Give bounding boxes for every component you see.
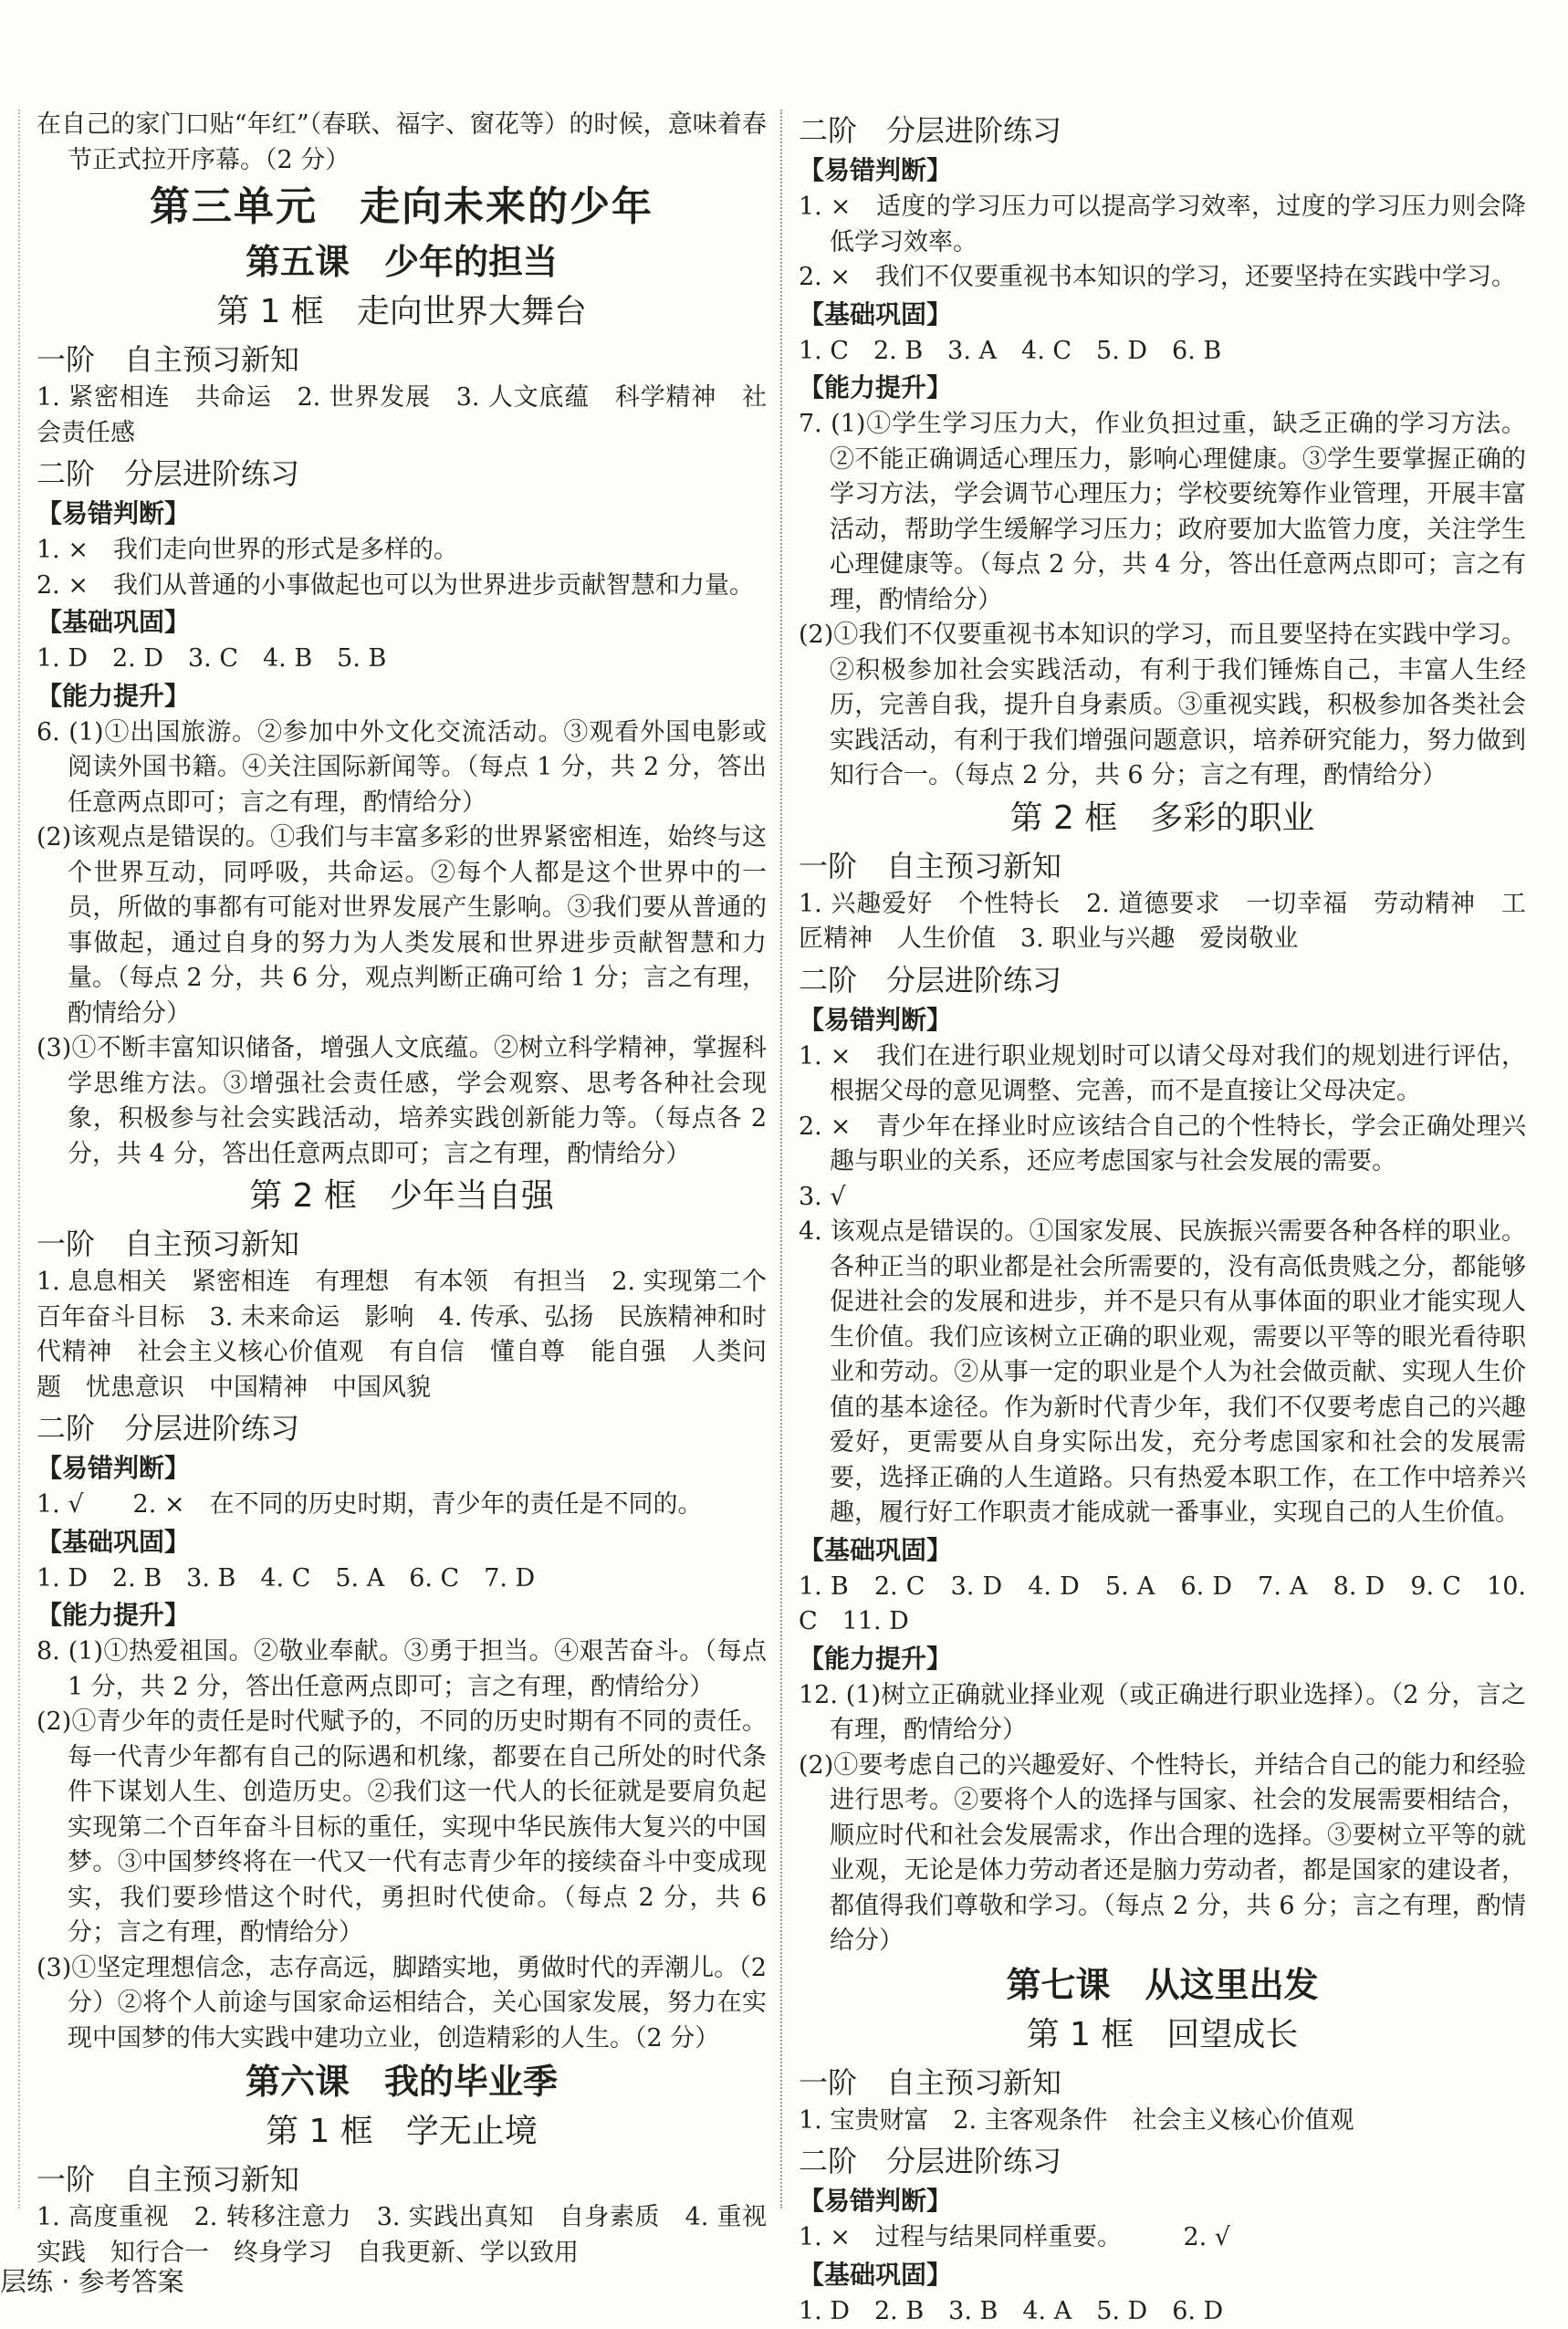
answer-text: (3)①坚定理想信念，志存高远，脚踏实地，勇做时代的弄潮儿。（2 分）②将个人前途与国家命运相结合，关心国家发展，努力在实现中国梦的伟大实践中建功立业，创造精彩的人生。（2 分） (37, 1951, 767, 2057)
footer-label: 层练 · 参考答案 (0, 2261, 184, 2299)
section-frame-title: 第 2 框 多彩的职业 (799, 794, 1526, 843)
stage-heading: 二阶 分层进阶练习 (799, 110, 1526, 151)
answer-text: (2)①青少年的责任是时代赋予的，不同的历史时期有不同的责任。每一代青少年都有自己的际遇和机缘，都要在自己所处的时代条件下谋划人生、创造历史。②我们这一代人的长征就是要肩负起实现第二个百年奋斗目标的重任，实现中华民族伟大复兴的中国梦。③中国梦终将在一代又一代有志青少年的接续奋斗中变成现实，我们要珍惜这个时代，勇担时代使命。（每点 2 分，共 6 分；言之有理，酌情给分） (37, 1705, 767, 1951)
category-heading: 【基础巩固】 (799, 2256, 1526, 2294)
category-heading: 【基础巩固】 (799, 1531, 1526, 1570)
category-heading: 【能力提升】 (799, 1640, 1526, 1678)
stage-heading: 二阶 分层进阶练习 (799, 959, 1526, 1001)
answer-text: 1. 息息相关 紧密相连 有理想 有本领 有担当 2. 实现第二个百年奋斗目标 3. 未来命运 影响 4. 传承、弘扬 民族精神和时代精神 社会主义核心价值观 有自信 懂自尊 能自强 人类问题 忧患意识 中国精神 中国风貌 (37, 1265, 767, 1405)
category-heading: 【基础巩固】 (37, 603, 767, 642)
category-heading: 【易错判断】 (37, 1449, 767, 1488)
answer-text: 1. D 2. D 3. C 4. B 5. B (37, 642, 767, 677)
category-heading: 【能力提升】 (37, 1596, 767, 1634)
answer-text: 8. (1)①热爱祖国。②敬业奉献。③勇于担当。④艰苦奋斗。（每点 1 分，共 2 分，答出任意两点即可；言之有理，酌情给分） (37, 1634, 767, 1705)
category-heading: 【能力提升】 (37, 677, 767, 715)
answer-text: 1. × 我们走向世界的形式是多样的。 (37, 533, 767, 569)
answer-text: 1. 紧密相连 共命运 2. 世界发展 3. 人文底蕴 科学精神 社会责任感 (37, 381, 767, 451)
answer-text: 6. (1)①出国旅游。②参加中外文化交流活动。③观看外国电影或阅读外国书籍。④关注国际新闻等。（每点 1 分，共 2 分，答出任意两点即可；言之有理，酌情给分） (37, 715, 767, 821)
answer-text: (3)①不断丰富知识储备，增强人文底蕴。②树立科学精神，掌握科学思维方法。③增强社会责任感，学会观察、思考各种社会现象，积极参与社会实践活动，培养实践创新能力等。（每点各 2 分，共 4 分，答出任意两点即可；言之有理，酌情给分） (37, 1031, 767, 1172)
unit-title: 第三单元 走向未来的少年 (37, 178, 767, 236)
answer-text: 7. (1)①学生学习压力大，作业负担过重，缺乏正确的学习方法。②不能正确调适心理压力，影响心理健康。③学生要掌握正确的学习方法，学会调节心理压力；学校要统筹作业管理，开展丰富活动，帮助学生缓解学习压力；政府要加大监管力度，关注学生心理健康等。（每点 2 分，共 4 分，答出任意两点即可；言之有理，酌情给分） (799, 407, 1526, 618)
lesson-title: 第五课 少年的担当 (37, 236, 767, 287)
answer-text: 1. × 过程与结果同样重要。 2. √ (799, 2220, 1526, 2256)
answer-text: 1. D 2. B 3. B 4. A 5. D 6. D (799, 2294, 1526, 2329)
answer-text: 2. × 我们从普通的小事做起也可以为世界进步贡献智慧和力量。 (37, 569, 767, 604)
lesson-title: 第六课 我的毕业季 (37, 2056, 767, 2107)
answer-text: 1. √ 2. × 在不同的历史时期，青少年的责任是不同的。 (37, 1488, 767, 1523)
answer-text: (2)①我们不仅要重视书本知识的学习，而且要坚持在实践中学习。②积极参加社会实践活动，有利于我们锤炼自己，丰富人生经历，完善自我，提升自身素质。③重视实践，积极参加各类社会实践活动，有利于我们增强问题意识，培养研究能力，努力做到知行合一。（每点 2 分，共 6 分；言之有理，酌情给分） (799, 618, 1526, 794)
answer-text: 1. D 2. B 3. B 4. C 5. A 6. C 7. D (37, 1561, 767, 1597)
answer-text: 1. C 2. B 3. A 4. C 5. D 6. B (799, 334, 1526, 370)
category-heading: 【基础巩固】 (37, 1523, 767, 1561)
answer-text: 1. × 我们在进行职业规划时可以请父母对我们的规划进行评估，根据父母的意见调整、完善，而不是直接让父母决定。 (799, 1039, 1526, 1110)
stage-heading: 一阶 自主预习新知 (799, 845, 1526, 887)
answer-text: (2)该观点是错误的。①我们与丰富多彩的世界紧密相连，始终与这个世界互动，同呼吸，共命运。②每个人都是这个世界中的一员，所做的事都有可能对世界发展产生影响。③我们要从普通的事做起，通过自身的努力为人类发展和世界进步贡献智慧和力量。（每点 2 分，共 6 分，观点判断正确可给 1 分；言之有理，酌情给分） (37, 820, 767, 1031)
answer-text: 4. 该观点是错误的。①国家发展、民族振兴需要各种各样的职业。各种正当的职业都是社会所需要的，没有高低贵贱之分，都能够促进社会的发展和进步，并不是只有从事体面的职业才能实现人生价值。我们应该树立正确的职业观，需要以平等的眼光看待职业和劳动。②从事一定的职业是个人为社会做贡献、实现人生价值的基本途径。作为新时代青少年，我们不仅要考虑自己的兴趣爱好，更需要从自身实际出发，充分考虑国家和社会的发展需要，选择正确的人生道路。只有热爱本职工作，在工作中培养兴趣，履行好工作职责才能成就一番事业，实现自己的人生价值。 (799, 1215, 1526, 1531)
column-divider (780, 110, 782, 2209)
stage-heading: 一阶 自主预习新知 (799, 2062, 1526, 2104)
section-frame-title: 第 1 框 回望成长 (799, 2010, 1526, 2060)
category-heading: 【易错判断】 (799, 151, 1526, 190)
section-frame-title: 第 1 框 走向世界大舞台 (37, 287, 767, 337)
stage-heading: 二阶 分层进阶练习 (37, 1407, 767, 1449)
answer-text: 1. B 2. C 3. D 4. D 5. A 6. D 7. A 8. D 9. C 10. C 11. D (799, 1570, 1526, 1640)
category-heading: 【易错判断】 (799, 1001, 1526, 1039)
stage-heading: 一阶 自主预习新知 (37, 339, 767, 381)
lesson-title: 第七课 从这里出发 (799, 1959, 1526, 2010)
answer-text: 12. (1)树立正确就业择业观（或正确进行职业选择）。（2 分，言之有理，酌情给分） (799, 1678, 1526, 1749)
category-heading: 【基础巩固】 (799, 296, 1526, 334)
category-heading: 【易错判断】 (37, 495, 767, 533)
right-column (799, 108, 1526, 2329)
left-edge-dotted-line (18, 110, 20, 2209)
section-frame-title: 第 1 框 学无止境 (37, 2107, 767, 2157)
answer-text: 1. 高度重视 2. 转移注意力 3. 实践出真知 自身素质 4. 重视实践 知行合一 终身学习 自我更新、学以致用 (37, 2200, 767, 2271)
left-column (37, 108, 767, 2271)
answer-text: 2. × 青少年在择业时应该结合自己的个性特长，学会正确处理兴趣与职业的关系，还应考虑国家与社会发展的需要。 (799, 1110, 1526, 1180)
answer-text: 1. × 适度的学习压力可以提高学习效率，过度的学习压力则会降低学习效率。 (799, 190, 1526, 260)
answer-text: 1. 兴趣爱好 个性特长 2. 道德要求 一切幸福 劳动精神 工匠精神 人生价值 3. 职业与兴趣 爱岗敬业 (799, 887, 1526, 957)
stage-heading: 一阶 自主预习新知 (37, 1223, 767, 1265)
answer-text: (2)①要考虑自己的兴趣爱好、个性特长，并结合自己的能力和经验进行思考。②要将个人的选择与国家、社会的发展需要相结合，顺应时代和社会发展需求，作出合理的选择。③要树立平等的就业观，无论是体力劳动者还是脑力劳动者，都是国家的建设者，都值得我们尊敬和学习。（每点 2 分，共 6 分；言之有理，酌情给分） (799, 1749, 1526, 1959)
answer-text: 3. √ (799, 1180, 1526, 1216)
stage-heading: 一阶 自主预习新知 (37, 2158, 767, 2200)
answer-text: 1. 宝贵财富 2. 主客观条件 社会主义核心价值观 (799, 2104, 1526, 2139)
category-heading: 【能力提升】 (799, 369, 1526, 407)
category-heading: 【易错判断】 (799, 2182, 1526, 2220)
answer-text: 在自己的家门口贴“年红”（春联、福字、窗花等）的时候，意味着春节正式拉开序幕。（2 分） (37, 108, 767, 178)
stage-heading: 二阶 分层进阶练习 (37, 453, 767, 495)
stage-heading: 二阶 分层进阶练习 (799, 2140, 1526, 2182)
section-frame-title: 第 2 框 少年当自强 (37, 1172, 767, 1221)
answer-text: 2. × 我们不仅要重视书本知识的学习，还要坚持在实践中学习。 (799, 260, 1526, 296)
